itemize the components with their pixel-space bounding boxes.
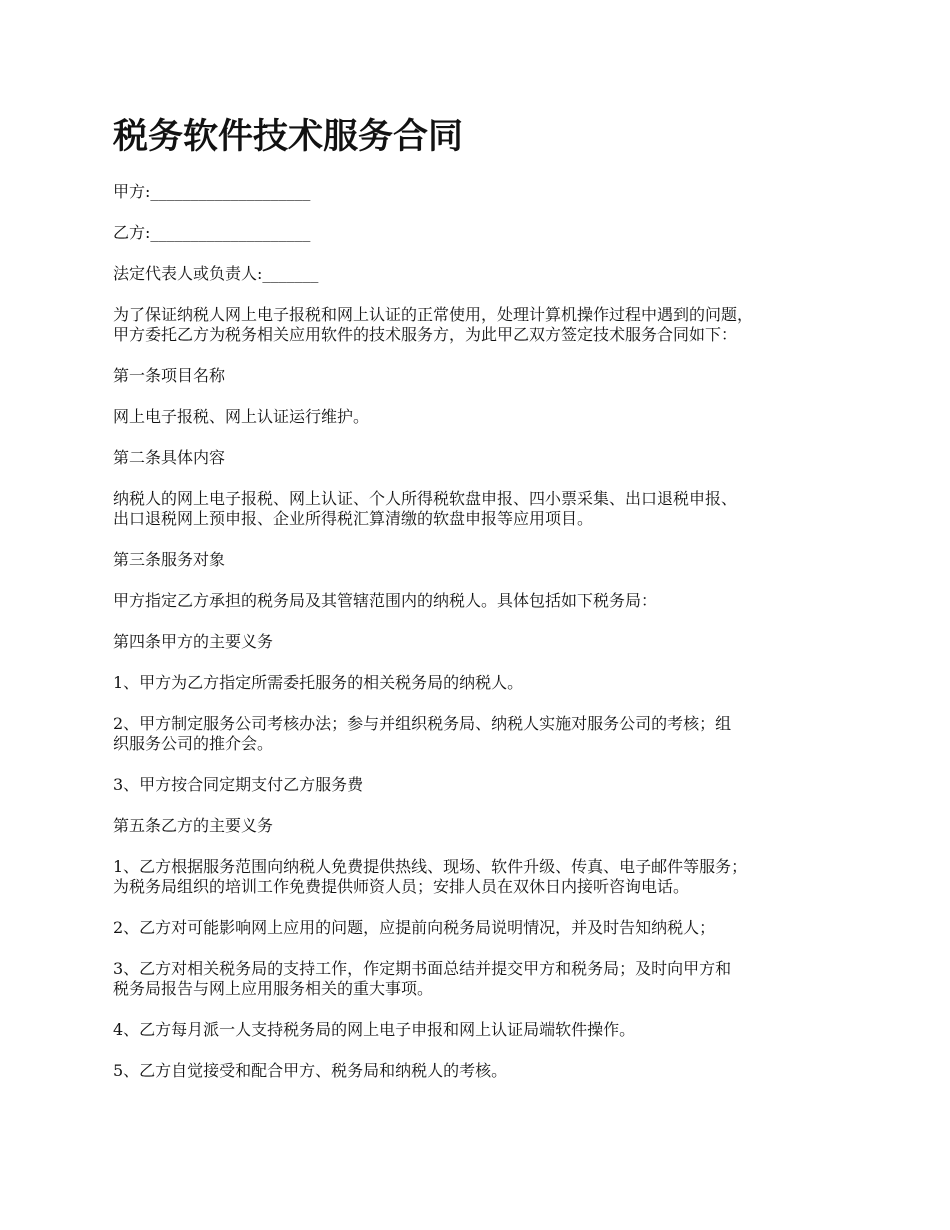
contract-page <box>113 112 853 1102</box>
article-3-body: 甲方指定乙方承担的税务局及其管辖范围内的纳税人。具体包括如下税务局： <box>113 591 658 610</box>
party-a-line: 甲方:____________________ <box>113 182 311 201</box>
article-4-item: 3、甲方按合同定期支付乙方服务费 <box>113 775 364 794</box>
article-3-heading: 第三条服务对象 <box>113 550 226 569</box>
document-title: 税务软件技术服务合同 <box>113 117 464 157</box>
party-b-line: 乙方:____________________ <box>113 223 311 242</box>
article-1-body: 网上电子报税、网上认证运行维护。 <box>113 407 370 426</box>
article-2-heading: 第二条具体内容 <box>113 448 226 467</box>
article-5-item: 5、乙方自觉接受和配合甲方、税务局和纳税人的考核。 <box>113 1061 508 1080</box>
article-2-body: 纳税人的网上电子报税、网上认证、个人所得税软盘申报、四小票采集、出口退税申报、 出口退税网上预申报、企业所得税汇算清缴的软盘申报等应用项目。 <box>113 489 738 528</box>
article-5-item: 3、乙方对相关税务局的支持工作，作定期书面总结并提交甲方和税务局；及时向甲方和 税务局报告与网上应用服务相关的重大事项。 <box>113 959 732 998</box>
article-5-item: 1、乙方根据服务范围向纳税人免费提供热线、现场、软件升级、传真、电子邮件等服务； 为税务局组织的培训工作免费提供师资人员；安排人员在双休日内接听咨询电话。 <box>113 857 748 896</box>
article-5-item: 4、乙方每月派一人支持税务局的网上电子申报和网上认证局端软件操作。 <box>113 1020 636 1039</box>
article-1-heading: 第一条项目名称 <box>113 366 226 385</box>
article-4-heading: 第四条甲方的主要义务 <box>113 632 274 651</box>
article-4-item: 2、甲方制定服务公司考核办法；参与并组织税务局、纳税人实施对服务公司的考核；组 织服务公司的推介会。 <box>113 714 732 753</box>
legal-representative-line: 法定代表人或负责人:_______ <box>113 264 319 283</box>
article-5-item: 2、乙方对可能影响网上应用的问题，应提前向税务局说明情况，并及时告知纳税人； <box>113 918 716 937</box>
article-4-item: 1、甲方为乙方指定所需委托服务的相关税务局的纳税人。 <box>113 673 524 692</box>
article-5-heading: 第五条乙方的主要义务 <box>113 816 274 835</box>
intro-paragraph: 为了保证纳税人网上电子报税和网上认证的正常使用，处理计算机操作过程中遇到的问题， 甲方委托乙方为税务相关应用软件的技术服务方，为此甲乙双方签定技术服务合同如下： <box>113 305 754 344</box>
